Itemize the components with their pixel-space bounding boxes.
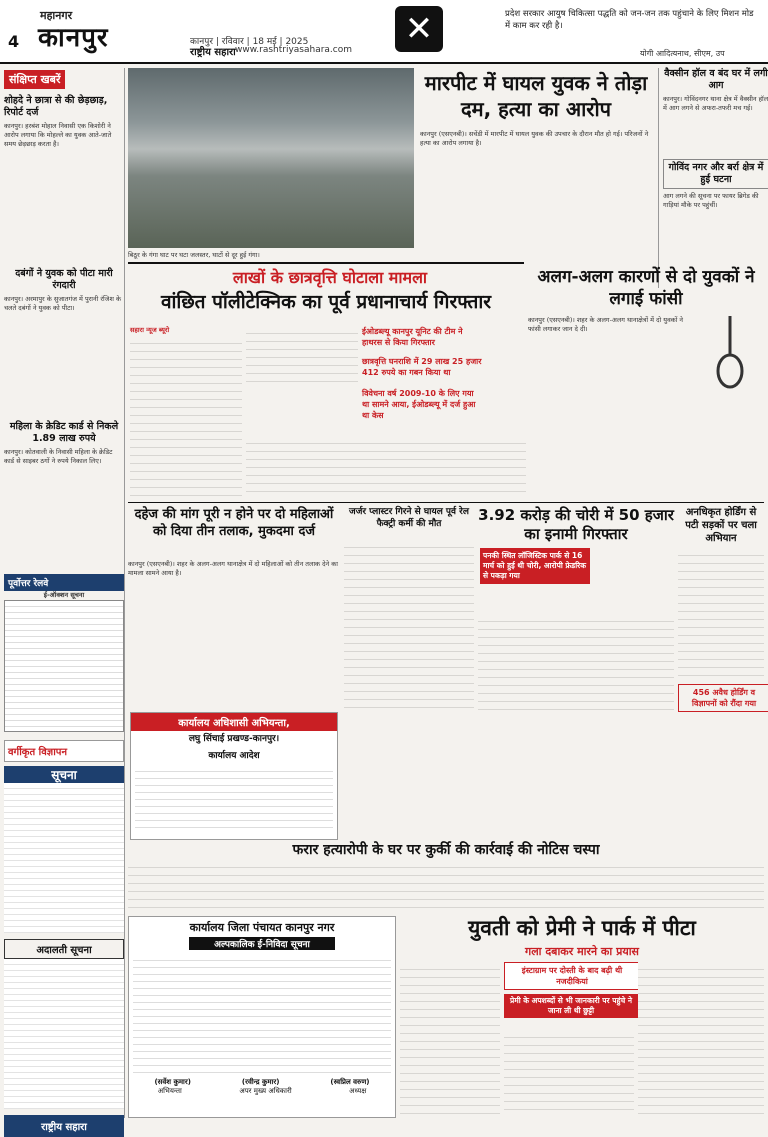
edition-city: कानपुर [38, 23, 109, 53]
irrigation-notice-ref: कार्यालय आदेश [208, 751, 260, 761]
tender-signatory: (सर्वेश कुमार) [154, 1078, 191, 1086]
ghat-photo [128, 68, 414, 248]
website-url[interactable]: www.rashtriyasahara.com [235, 45, 353, 55]
right-story-box: गोविंद नगर और बर्रा क्षेत्र में हुई घटना [663, 159, 768, 189]
theft-highlight-box: पनकी स्थित लॉजिस्टिक पार्क से 16 मार्च को हुई थी चोरी, आरोपी फ्रेडरिक से पकड़ा गया [480, 548, 590, 584]
scam-highlight-3: विवेचना वर्ष 2009-10 के लिए गया था सामने आया, ईओडब्ल्यू में दर्ज हुआ था केस [362, 389, 476, 420]
scam-body-col2 [246, 326, 358, 386]
park-body-col3 [638, 962, 764, 1116]
dowry-body: कानपुर (एसएनबी)। शहर के अलग-अलग थानाक्षेत्र में दो महिलाओं को तीन तलाक देने का मामला सामने आया है। [128, 560, 338, 577]
hoarding-headline: अनधिकृत होर्डिंग से पटी सड़कों पर चला अभियान [685, 507, 757, 544]
divider [128, 262, 524, 264]
fugitive-headline: फरार हत्यारोपी के घर पर कुर्की की कार्रवाई की नोटिस चस्पा [292, 842, 600, 858]
masthead [0, 0, 768, 62]
main-story-body: कानपुर (एसएनबी)। सचेंडी में मारपीट में घायल युवक की उपचार के दौरान मौत हो गई। परिजनों ने हत्या का आरोप लगाया है। [420, 130, 649, 147]
cm-quote: प्रदेश सरकार आयुष चिकित्सा पद्धति को जन-जन तक पहुंचाने के लिए मिशन मोड में काम कर रही है। [505, 9, 754, 31]
scam-highlight-1: ईओडब्ल्यू कानपुर यूनिट की टीम ने हाथरस से किया गिरफ्तार [362, 327, 463, 347]
jarjar-body [344, 540, 474, 710]
noose-icon [700, 316, 760, 396]
brief-story-body: कानपुर। कोतवाली के निवासी महिला के क्रेडिट कार्ड से साइबर ठगों ने रुपये निकाल लिए। [4, 448, 113, 465]
tender-subtitle: अल्पकालिक ई-निविदा सूचना [189, 937, 335, 950]
hoarding-body [678, 548, 764, 678]
date-line: कानपुर | रविवार | 18 मई | 2025 [190, 37, 309, 47]
brief-news-tag: संक्षिप्त खबरें [4, 70, 65, 89]
court-notice-body [4, 959, 124, 1109]
irrigation-notice [130, 712, 338, 840]
brief-story-body: कानपुर। अरमापुर के सुजातगंज में पुरानी रंजिश के चलते दबंगों ने युवक को पीटा। [4, 295, 121, 312]
tender-role: अभियन्ता [157, 1087, 182, 1095]
brief-story-title: दबंगों ने युवक को पीटा मारी रंगदारी [15, 268, 113, 291]
tender-body [133, 954, 391, 1074]
irrigation-notice-body [135, 765, 333, 831]
right-story-body: आग लगने की सूचना पर फायर ब्रिगेड की गाड़ियां मौके पर पहुंचीं। [663, 192, 759, 209]
scam-headline: वांछित पॉलीटेक्निक का पूर्व प्रधानाचार्य गिरफ्तार [160, 291, 492, 313]
main-headline: मारपीट में घायल युवक ने तोड़ा दम, हत्या का आरोप [424, 71, 648, 121]
railway-notice-header: पूर्वोत्तर रेलवे [4, 574, 124, 591]
left-column [4, 68, 125, 1133]
x-logo-icon: ✕ [395, 6, 443, 52]
suicide-body: कानपुर (एसएनबी)। शहर के अलग-अलग थानाक्षेत्रों में दो युवकों ने फांसी लगाकर जान दे दी। [528, 316, 684, 333]
right-column [658, 68, 768, 288]
scam-byline: सहारा न्यूज ब्यूरो [130, 326, 170, 334]
classified-header: वर्गीकृत विज्ञापन [8, 747, 68, 758]
tender-signatory: (रवीन्द्र कुमार) [241, 1078, 280, 1086]
park-body-col1 [400, 962, 500, 1116]
tender-title: कार्यालय जिला पंचायत कानपुर नगर [189, 921, 335, 934]
tender-role: अपर मुख्य अधिकारी [239, 1087, 292, 1095]
divider [128, 502, 764, 503]
right-story-title: वैक्सीन हॉल व बंद घर में लगी आग [664, 68, 768, 91]
brief-story-title: शोहदे ने छात्रा से की छेड़छाड़, रिपोर्ट दर्ज [4, 95, 108, 118]
irrigation-notice-subtitle: लघु सिंचाई प्रखण्ड-कानपुर। [188, 734, 280, 744]
newspaper-logo: राष्ट्रीय सहारा [190, 47, 236, 58]
park-highlight-2: प्रेमी के अपशब्दों से भी जानकारी पर पहुंचे ने जाना ली थी छुट्टी [504, 994, 638, 1018]
park-subheadline: गला दबाकर मारने का प्रयास [525, 945, 639, 958]
theft-body [478, 614, 674, 710]
quote-source: योगी आदित्यनाथ, सीएम, उप [640, 49, 725, 58]
right-story-body: कानपुर। गोविंदनगर थाना क्षेत्र में वैक्सीन हॉल में आग लगने से अफरा-तफरी मच गई। [663, 95, 768, 112]
jarjar-headline: जर्जर प्लास्टर गिरने से घायल पूर्व रेल फैक्ट्री कर्मी की मौत [349, 507, 469, 529]
tender-signatory: (स्वप्निल वरुण) [330, 1078, 370, 1086]
railway-notice-body [4, 600, 124, 732]
park-headline: युवती को प्रेमी ने पार्क में पीटा [468, 916, 696, 940]
notice-body [4, 783, 124, 933]
railway-notice-subtitle: ई-ऑक्शन सूचना [43, 591, 85, 599]
tender-role: अध्यक्ष [349, 1087, 367, 1095]
notice-header: सूचना [4, 766, 124, 783]
scam-highlight-2: छात्रवृत्ति घनराशि में 29 लाख 25 हजार 412 रुपये का गबन किया था [362, 357, 482, 377]
photo-caption: बिठूर के गंगा घाट पर घटा जलस्तर, घाटों से दूर हुई गंगा। [128, 251, 260, 259]
scam-body-col1 [130, 336, 242, 496]
edition-small-label: महानगर [40, 9, 73, 22]
suicide-headline: अलग-अलग कारणों से दो युवकों ने लगाई फांसी [537, 267, 755, 309]
fugitive-body [128, 860, 764, 912]
tender-notice [128, 916, 396, 1118]
park-body-col2 [504, 1030, 634, 1116]
masthead-divider [0, 62, 768, 64]
dowry-headline: दहेज की मांग पूरी न होने पर दो महिलाओं को दिया तीन तलाक, मुकदमा दर्ज [134, 507, 334, 539]
hoarding-highlight-box: 456 अवैध होर्डिंग व विज्ञापनों को रौंदा गया [678, 684, 768, 712]
scam-body-col3 [246, 436, 526, 496]
brief-story-body: कानपुर। हरबंश मोहाल निवासी एक किशोरी ने आरोप लगाया कि मोहल्ले का युवक आते-जाते समय छेड़छाड़ करता है। [4, 122, 112, 148]
irrigation-notice-title: कार्यालय अधिशासी अभियन्ता, [131, 713, 337, 731]
brief-story-title: महिला के क्रेडिट कार्ड से निकले 1.89 लाख रुपये [9, 421, 119, 444]
page-number: 4 [8, 32, 20, 51]
theft-headline: 3.92 करोड़ की चोरी में 50 हजार का इनामी गिरफ्तार [478, 506, 674, 543]
park-highlight-1: इंस्टाग्राम पर दोस्ती के बाद बढ़ी थी नजदीकियां [504, 962, 640, 990]
court-notice-header: अदालती सूचना [4, 939, 124, 959]
sahara-ad-banner: राष्ट्रीय सहारा [4, 1115, 124, 1137]
scam-banner: लाखों के छात्रवृत्ति घोटाला मामला [232, 268, 428, 287]
